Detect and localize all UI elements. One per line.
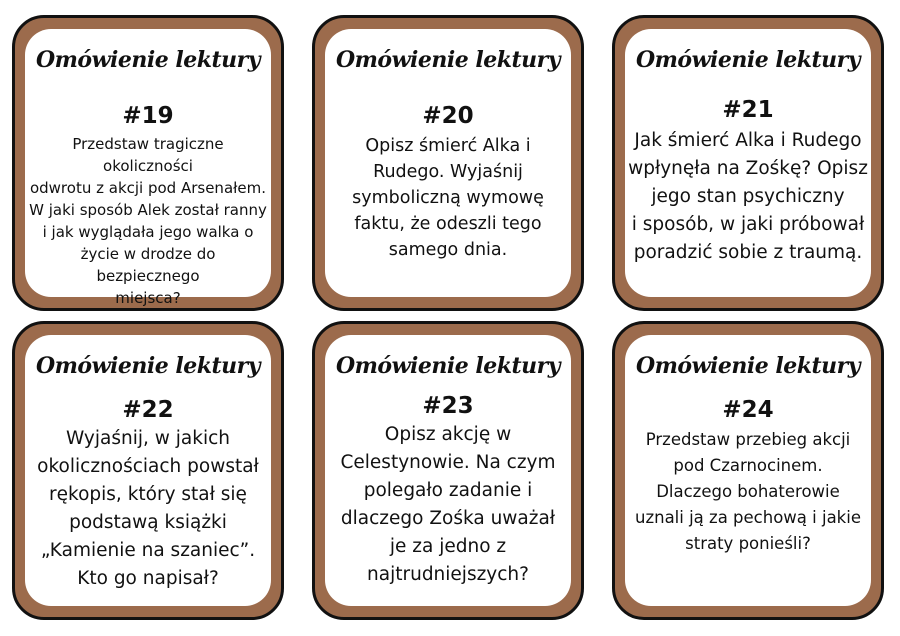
card-number: #21 [722,97,774,123]
card-face [625,335,871,606]
card-title: Omówienie lektury [35,353,261,379]
card-question: Przedstaw tragiczne okoliczności odwrotu z akcji pod Arsenałem. W jaki sposób Alek został ranny i jak wyglądała jego walka o życie w drodze do bezpiecznego miejsca? [29,135,267,307]
card-title: Omówienie lektury [335,47,561,73]
card-face [325,335,571,606]
card-24 [612,321,884,620]
card-20 [312,15,584,311]
card-23 [312,321,584,620]
card-title: Omówienie lektury [635,353,861,379]
card-title: Omówienie lektury [35,47,261,73]
card-number: #22 [122,397,174,423]
card-face [325,29,571,297]
card-number: #19 [122,103,174,129]
card-face [25,29,271,307]
card-19 [12,15,284,311]
card-face [25,335,271,606]
card-number: #23 [422,393,474,419]
card-question: Jak śmierć Alka i Rudego wpłynęła na Zośkę? Opisz jego stan psychiczny i sposób, w jaki próbował poradzić sobie z traumą. [628,130,868,263]
card-title: Omówienie lektury [335,353,561,379]
card-21 [612,15,884,311]
card-question: Opisz śmierć Alka i Rudego. Wyjaśnij symboliczną wymowę faktu, że odeszli tego samego dnia. [352,136,544,260]
card-title: Omówienie lektury [635,47,861,73]
card-question: Opisz akcję w Celestynowie. Na czym polegało zadanie i dlaczego Zośka uważał je za jedno z najtrudniejszych? [340,424,556,585]
card-question: Wyjaśnij, w jakich okolicznościach powstał rękopis, który stał się podstawą książki „Kamienie na szaniec”. Kto go napisał? [37,428,259,589]
card-22 [12,321,284,620]
card-number: #24 [722,397,774,423]
card-number: #20 [422,103,474,129]
card-question: Przedstaw przebieg akcji pod Czarnocinem. Dlaczego bohaterowie uznali ją za pechową i jakie straty ponieśli? [635,430,861,553]
card-face [625,29,871,297]
